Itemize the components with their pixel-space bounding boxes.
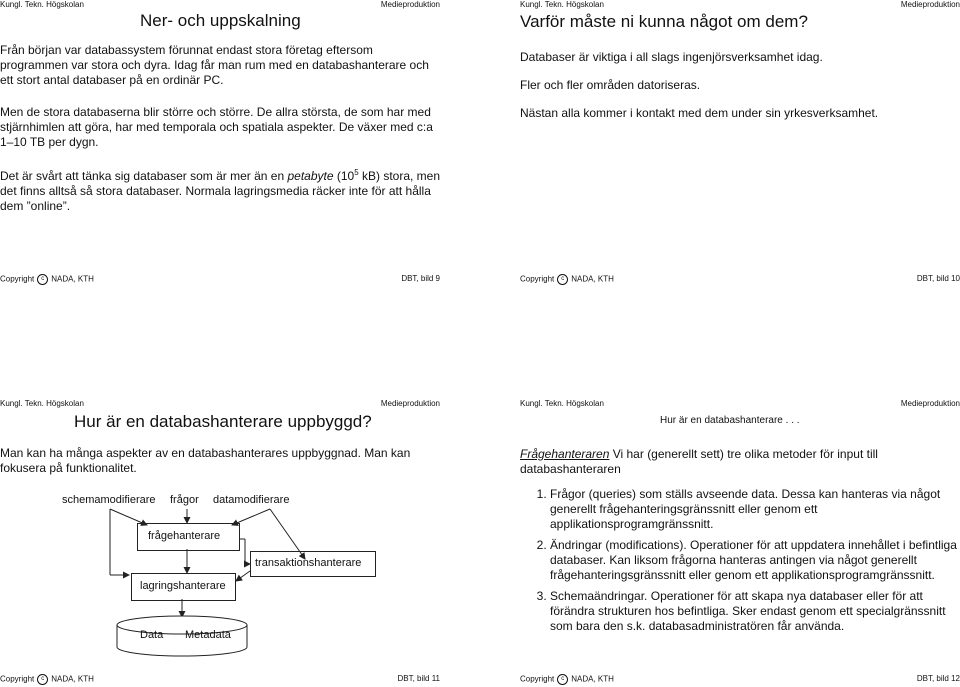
copyright: Copyright c NADA, KTH <box>520 674 614 684</box>
line: Nästan alla kommer i kontakt med dem under sin yrkesverksamhet. <box>520 106 879 120</box>
list-item: 3. Schemaändringar. Operationer för att skapa nya databaser eller för att förändra strukturen hos befintliga. Sker endast genom ett specialgränssnitt som bara den s.k. databasadministratören får använda. <box>550 589 960 634</box>
superscript: 5 <box>354 168 359 177</box>
slide-number: DBT, bild 12 <box>916 674 960 683</box>
header-left: Kungl. Tekn. Högskolan <box>520 399 604 408</box>
paragraph: Man kan ha många aspekter av en databashanterares uppbyggnad. Man kan fokusera på funktionalitet. <box>0 446 411 475</box>
header-right: Medieproduktion <box>380 0 440 9</box>
copyright: Copyright c NADA, KTH <box>0 674 94 684</box>
header-right: Medieproduktion <box>900 0 960 9</box>
slide-title: Hur är en databashanterare uppbyggd? <box>74 412 372 431</box>
copyright: Copyright c NADA, KTH <box>0 274 94 284</box>
paragraph <box>0 165 442 214</box>
paragraph: Från början var databassystem förunnat endast stora företag eftersom programmen var stora och dyra. Idag får man rum med en databashanterare och ett stort antal databaser på en ordinär PC. <box>0 43 429 87</box>
line: Databaser är viktiga i all slags ingenjörsverksamhet idag. <box>520 50 823 64</box>
slide-header <box>520 0 960 12</box>
slide-title: Varför måste ni kunna något om dem? <box>520 12 808 31</box>
header-left: Kungl. Tekn. Högskolan <box>0 0 84 9</box>
text: Det är svårt att tänka sig databaser som är mer än en <box>0 169 288 183</box>
diagram-label: frågor <box>170 494 199 506</box>
diagram-label: schemamodifierare <box>62 494 156 506</box>
architecture-diagram <box>0 399 440 687</box>
header-right: Medieproduktion <box>380 399 440 408</box>
copyright-icon: c <box>37 274 48 285</box>
slide-number: DBT, bild 11 <box>397 674 440 683</box>
text: Vi har (generellt sett) tre olika metoder för input till databashanteraren <box>520 447 878 476</box>
paragraph: Men de stora databaserna blir större och större. De allra största, de som har med stjärnhimlen att göra, har med temporala och spatiala aspekter. De växer med c:a 1–10 TB per dygn. <box>0 105 433 149</box>
copyright-icon: c <box>557 674 568 685</box>
slide-title: Ner- och uppskalning <box>140 11 301 30</box>
line: Fler och fler områden datoriseras. <box>520 78 701 92</box>
list-item: 1. Frågor (queries) som ställs avseende data. Dessa kan hanteras via något generellt frågehanteringsgränssnitt eller genom ett applikationsprogramgränssnitt. <box>550 487 960 532</box>
header-left: Kungl. Tekn. Högskolan <box>0 399 84 408</box>
slide-number: DBT, bild 9 <box>401 274 440 283</box>
slide-header <box>520 399 960 411</box>
method-list <box>520 487 960 640</box>
paragraph <box>520 447 945 477</box>
copyright-icon: c <box>557 274 568 285</box>
copyright: Copyright c NADA, KTH <box>520 274 614 284</box>
slide-11 <box>0 399 440 687</box>
slide-9 <box>0 0 440 290</box>
slide-title: Hur är en databashanterare . . . <box>660 415 800 426</box>
slide-10 <box>520 0 960 290</box>
slide-12 <box>520 399 960 687</box>
text: kB) stora, men det finns alltså så stora databaser. Normala lagringsmedia räcker inte för att hålla dem ”online”. <box>0 169 441 213</box>
text: (10 <box>333 169 355 183</box>
header-right: Medieproduktion <box>900 399 960 408</box>
diagram-label: Metadata <box>185 629 231 641</box>
list-item: 2. Ändringar (modifications). Operationer för att uppdatera innehållet i befintliga databaser. Kan liksom frågorna hanteras antingen via något generellt frågehanteringsgränssnitt eller genom ett applikationsprogramgränssnitt. <box>550 538 960 583</box>
storage-manager-box: lagringshanterare <box>131 573 236 601</box>
diagram-label: datamodifierare <box>213 494 290 506</box>
slide-number: DBT, bild 10 <box>916 274 960 283</box>
copyright-icon: c <box>37 674 48 685</box>
emphasis: petabyte <box>287 169 334 183</box>
emphasis: Frågehanteraren <box>520 447 610 461</box>
transaction-manager-box: transaktionshanterare <box>250 551 376 577</box>
header-left: Kungl. Tekn. Högskolan <box>520 0 604 9</box>
diagram-label: Data <box>140 629 164 641</box>
query-handler-box: frågehanterare <box>137 523 240 551</box>
